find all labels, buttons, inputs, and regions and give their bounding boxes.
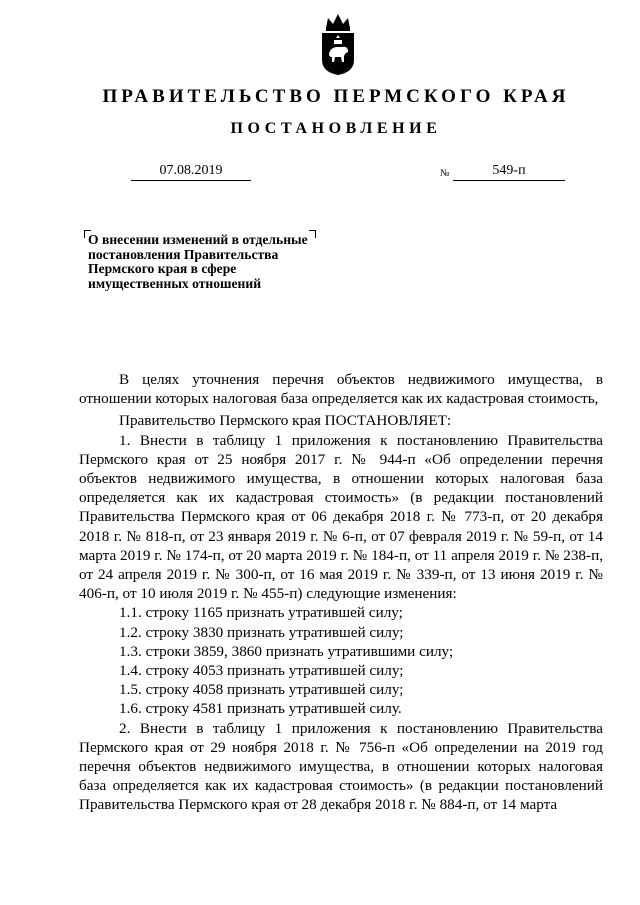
coat-of-arms-icon [318, 12, 358, 76]
subject-line: постановления Правительства [88, 246, 279, 262]
subject-heading [88, 233, 338, 291]
point-1-paragraph: 1. Внести в таблицу 1 приложения к постановлению Правительства Пермского края от 25 ноября 2017 г. № 944-п «Об определении перечня объектов недвижимого имущества, в отношении которых налоговая база определяется как их кадастровая стоимость» (в редакции постановлений Правительства Пермского края от 06 декабря 2018 г. № 773-п, от 20 декабря 2018 г. № 818-п, от 23 января 2019 г. № 6-п, от 07 февраля 2019 г. № 59-п, от 14 марта 2019 г. № 174-п, от 20 марта 2019 г. № 184-п, от 11 апреля 2019 г. № 238-п, от 24 апреля 2019 г. № 300-п, от 16 мая 2019 г. № 339-п, от 13 июня 2019 г. № 406-п, от 10 июля 2019 г. № 455-п) следующие изменения: [79, 431, 603, 603]
list-item: 1.2. строку 3830 признать утратившей силу; [119, 623, 404, 641]
list-item: 1.3. строки 3859, 3860 признать утратившими силу; [119, 642, 454, 660]
list-item: 1.1. строку 1165 признать утратившей силу; [119, 604, 403, 622]
intro-paragraph: В целях уточнения перечня объектов недвижимого имущества, в отношении которых налоговая база определяется как их кадастровая стоимость, [79, 371, 603, 408]
document-number: 549-п [453, 162, 565, 181]
document-body [79, 370, 603, 815]
list-item: 1.4. строку 4053 признать утратившей силу; [119, 662, 404, 680]
point-2-paragraph: 2. Внести в таблицу 1 приложения к постановлению Правительства Пермского края от 29 ноября 2018 г. № 756-п «Об определении на 2019 год перечня объектов недвижимого имущества, в отношении которых налоговая база определяется как их кадастровая стоимость» (в редакции постановлений Правительства Пермского края от 28 декабря 2018 г. № 884-п, от 14 марта [79, 719, 603, 814]
subject-line: имущественных отношений [88, 275, 262, 291]
government-title: ПРАВИТЕЛЬСТВО ПЕРМСКОГО КРАЯ [102, 86, 570, 107]
subject-line: О внесении изменений в отдельные [88, 232, 308, 247]
resolve-paragraph: Правительство Пермского края ПОСТАНОВЛЯЕТ: [119, 412, 452, 430]
list-item: 1.5. строку 4058 признать утратившей силу; [119, 681, 404, 699]
document-date: 07.08.2019 [131, 162, 251, 181]
document-type: ПОСТАНОВЛЕНИЕ [230, 120, 442, 137]
subject-line: Пермского края в сфере [88, 261, 237, 276]
list-item: 1.6. строку 4581 признать утратившей силу. [119, 700, 402, 718]
number-sign: № [440, 168, 450, 179]
